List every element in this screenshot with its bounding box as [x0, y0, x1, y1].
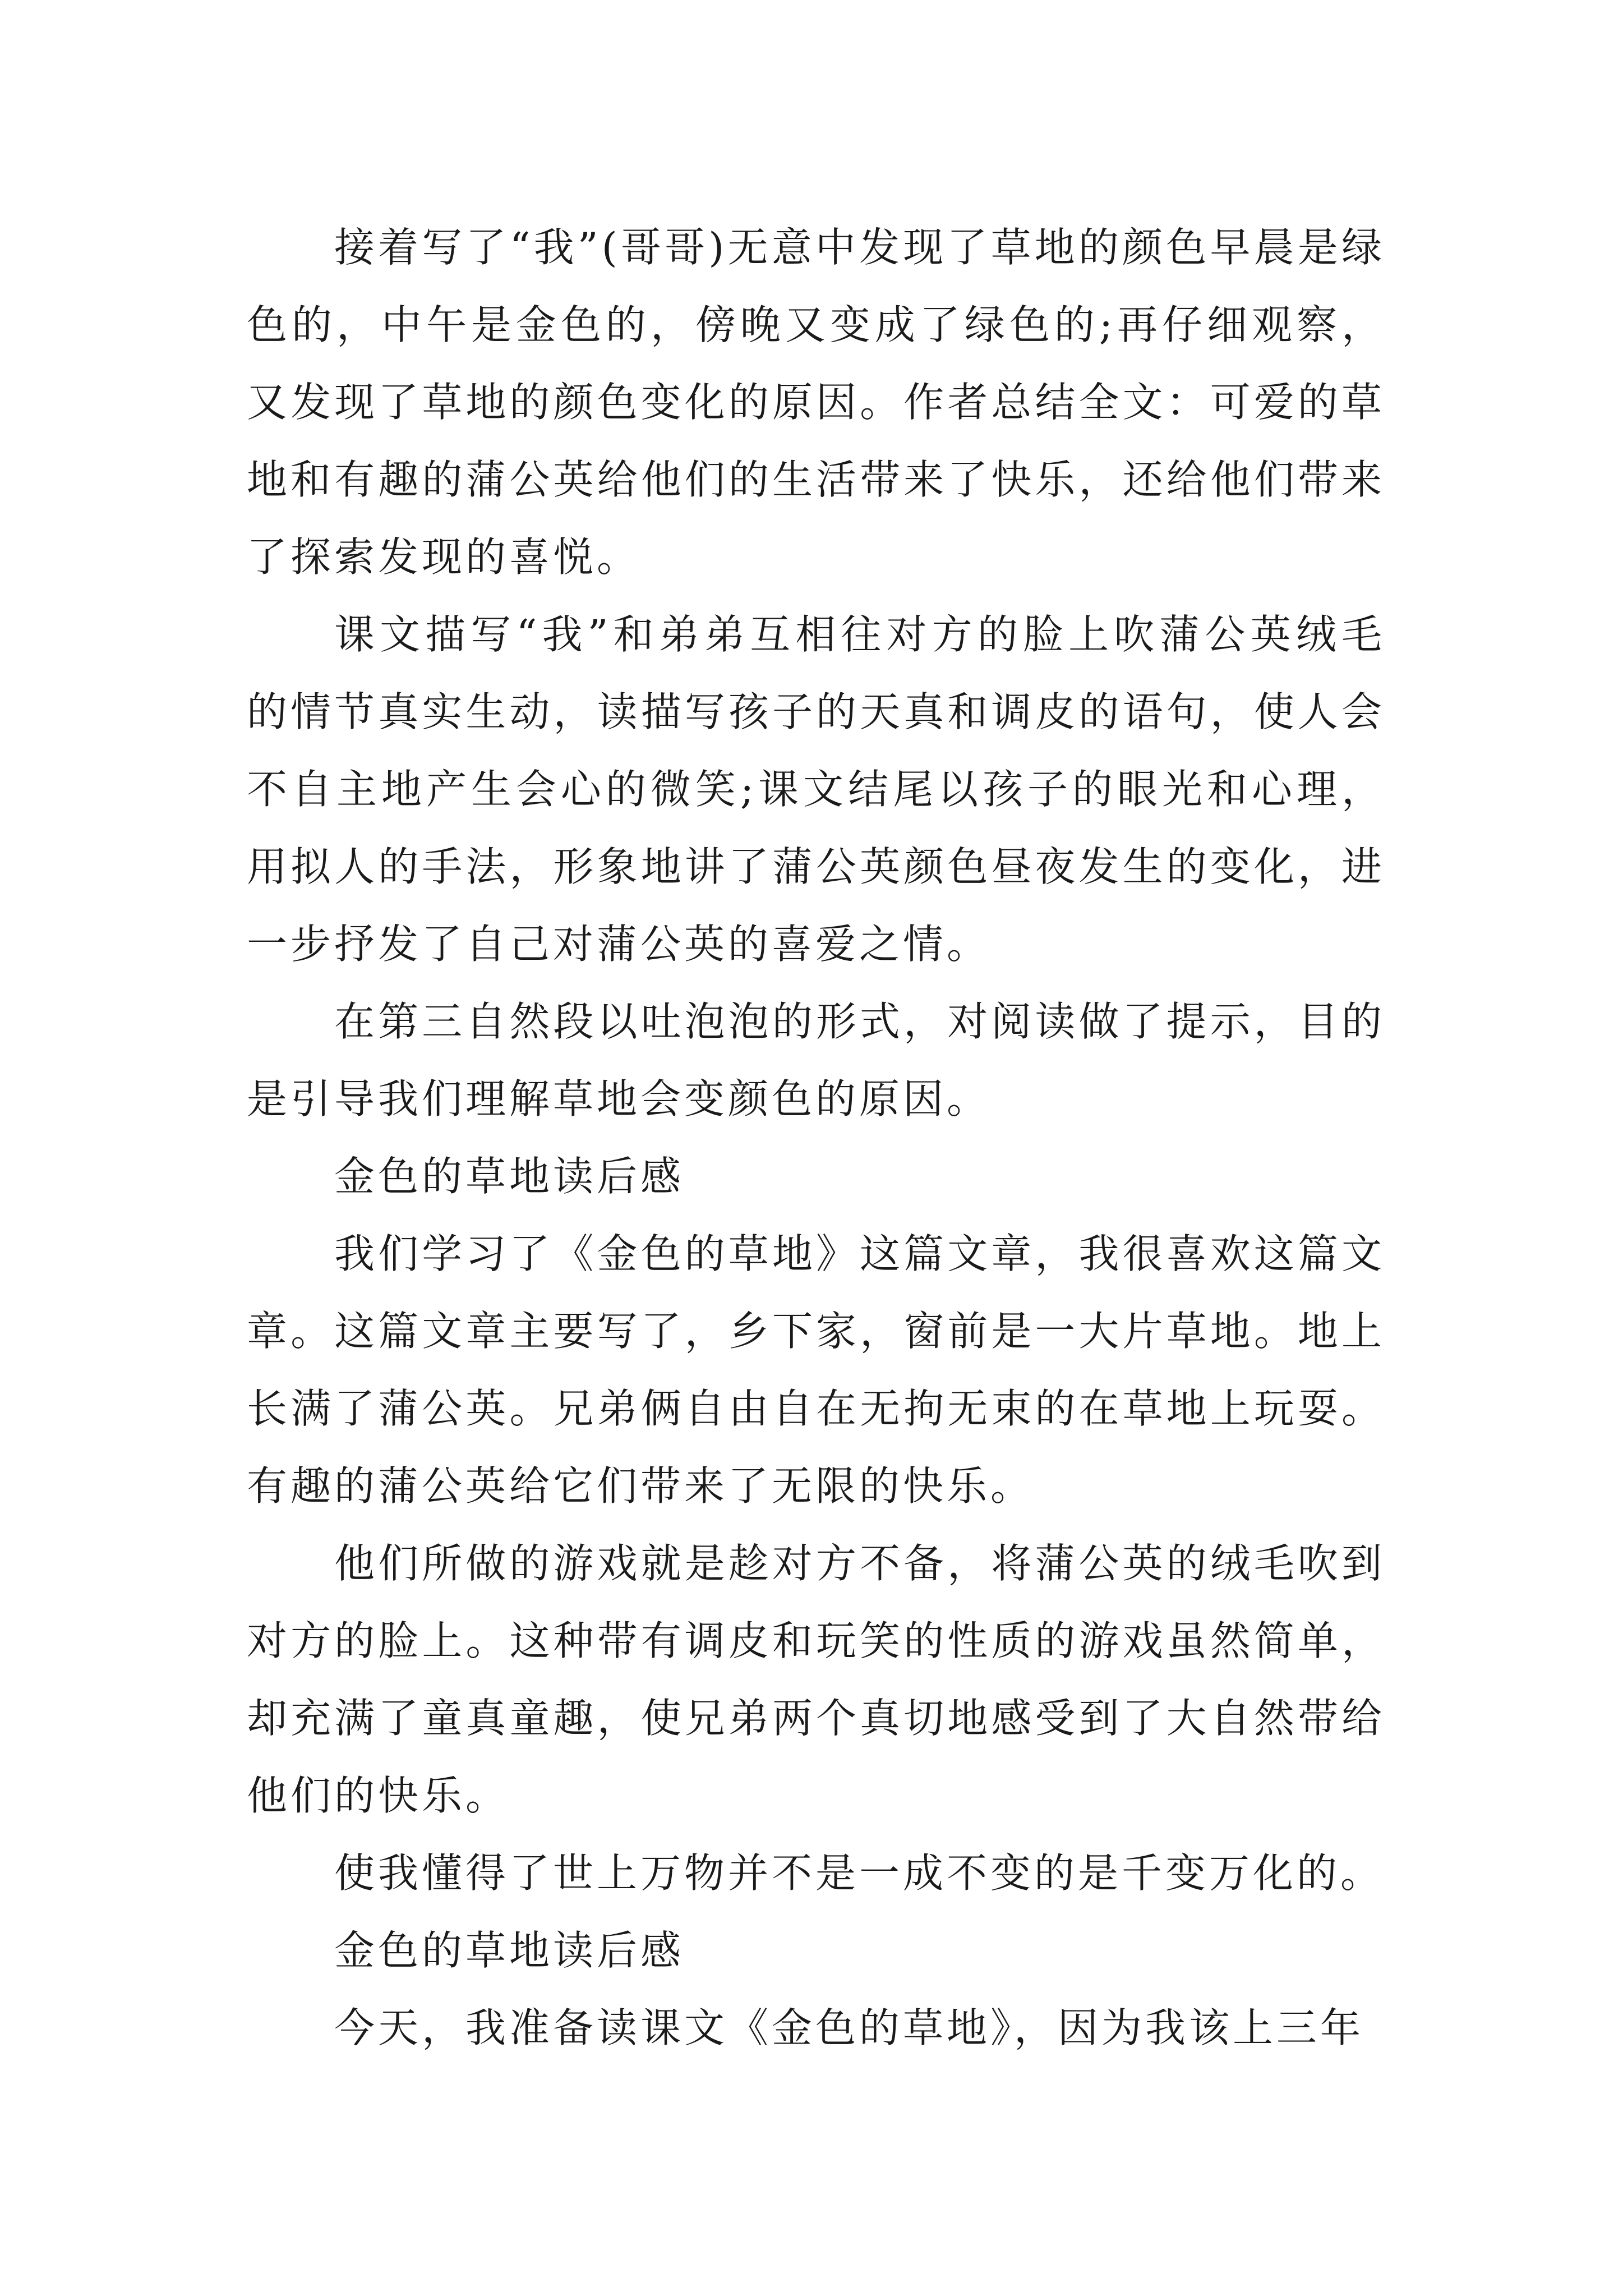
section-heading-1: 金色的草地读后感 — [334, 1153, 685, 1200]
paragraph-hint: 在第三自然段以吐泡泡的形式，对阅读做了提示，目的是引导我们理解草地会变颜色的原因。 — [247, 998, 1385, 1122]
paragraph-summary: 接着写了“我”(哥哥)无意中发现了草地的颜色早晨是绿色的，中午是金色的，傍晚又变成了绿色的;再仔细观察，又发现了草地的颜色变化的原因。作者总结全文：可爱的草地和有趣的蒲公英给他们的生活带来了快乐，还给他们带来了探索发现的喜悦。 — [247, 224, 1385, 581]
paragraph-review-game: 他们所做的游戏就是趁对方不备，将蒲公英的绒毛吹到对方的脸上。这种带有调皮和玩笑的性质的游戏虽然简单，却充满了童真童趣，使兄弟两个真切地感受到了大自然带给他们的快乐。 — [247, 1540, 1385, 1819]
section-heading-2: 金色的草地读后感 — [334, 1927, 685, 1974]
paragraph-review-intro: 我们学习了《金色的草地》这篇文章，我很喜欢这篇文章。这篇文章主要写了，乡下家，窗前是一大片草地。地上长满了蒲公英。兄弟俩自由自在无拘无束的在草地上玩耍。有趣的蒲公英给它们带来了无限的快乐。 — [247, 1230, 1385, 1510]
paragraph-review-lesson: 使我懂得了世上万物并不是一成不变的是千变万化的。 — [334, 1849, 1385, 1897]
paragraph-today: 今天，我准备读课文《金色的草地》，因为我该上三年 — [334, 2004, 1364, 2051]
paragraph-analysis: 课文描写“我”和弟弟互相往对方的脸上吹蒲公英绒毛的情节真实生动，读描写孩子的天真和调皮的语句，使人会不自主地产生会心的微笑;课文结尾以孩子的眼光和心理，用拟人的手法，形象地讲了蒲公英颜色昼夜发生的变化，进一步抒发了自己对蒲公英的喜爱之情。 — [247, 611, 1385, 968]
document-body — [247, 209, 1385, 2067]
